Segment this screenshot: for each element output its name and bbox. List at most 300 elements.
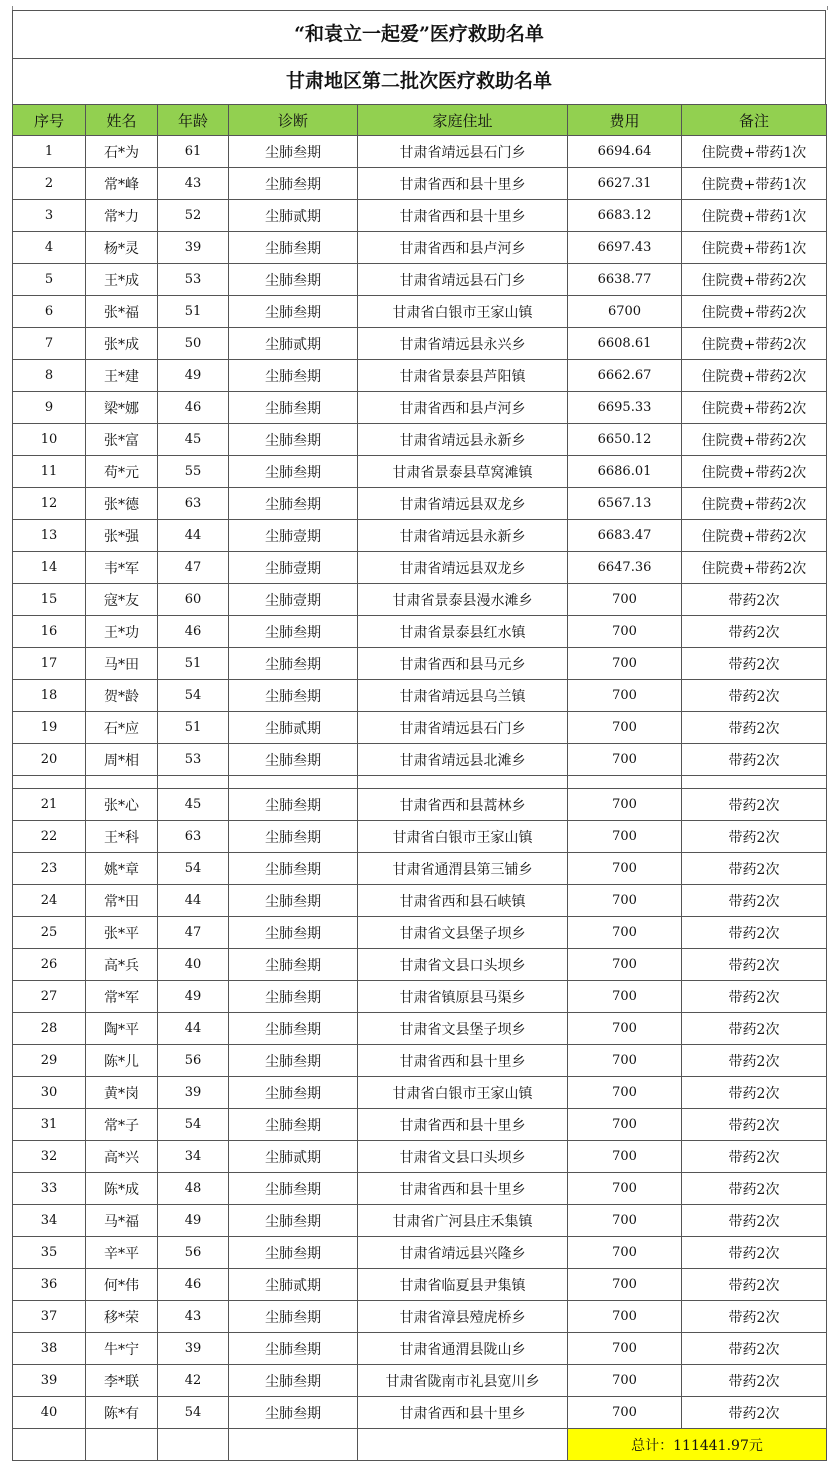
cell-seq: 14 bbox=[13, 552, 86, 584]
cell-diagnosis: 尘肺叁期 bbox=[229, 488, 358, 520]
cell-age: 53 bbox=[158, 744, 229, 776]
header-address: 家庭住址 bbox=[358, 105, 568, 136]
cell-cost: 700 bbox=[568, 1109, 682, 1141]
cell-address: 甘肃省靖远县乌兰镇 bbox=[358, 680, 568, 712]
cell-name: 张*强 bbox=[86, 520, 158, 552]
cell-diagnosis: 尘肺叁期 bbox=[229, 136, 358, 168]
cell-age: 45 bbox=[158, 424, 229, 456]
cell-name: 张*心 bbox=[86, 789, 158, 821]
table-row bbox=[13, 168, 827, 200]
cell-age: 46 bbox=[158, 1269, 229, 1301]
cell-age: 51 bbox=[158, 296, 229, 328]
cell-age: 39 bbox=[158, 232, 229, 264]
table-row bbox=[13, 296, 827, 328]
cell-address: 甘肃省景泰县漫水滩乡 bbox=[358, 584, 568, 616]
cell-name: 李*联 bbox=[86, 1365, 158, 1397]
cell-diagnosis: 尘肺壹期 bbox=[229, 520, 358, 552]
cell-age: 49 bbox=[158, 1205, 229, 1237]
cell-cost: 6695.33 bbox=[568, 392, 682, 424]
cell-address: 甘肃省靖远县北滩乡 bbox=[358, 744, 568, 776]
cell-cost: 6627.31 bbox=[568, 168, 682, 200]
cell-age: 55 bbox=[158, 456, 229, 488]
cell-address: 甘肃省西和县十里乡 bbox=[358, 1109, 568, 1141]
cell-remark: 带药2次 bbox=[682, 1109, 827, 1141]
page-subtitle: 甘肃地区第二批次医疗救助名单 bbox=[285, 70, 552, 92]
cell-remark: 带药2次 bbox=[682, 680, 827, 712]
cell-address: 甘肃省西和县十里乡 bbox=[358, 1173, 568, 1205]
cell-remark: 带药2次 bbox=[682, 712, 827, 744]
cell-remark: 带药2次 bbox=[682, 1077, 827, 1109]
cell-diagnosis: 尘肺叁期 bbox=[229, 744, 358, 776]
cell-cost: 6638.77 bbox=[568, 264, 682, 296]
page-title: “和袁立一起爱”医疗救助名单 bbox=[13, 11, 825, 59]
cell-name: 张*成 bbox=[86, 328, 158, 360]
table-row bbox=[13, 949, 827, 981]
cell-seq: 1 bbox=[13, 136, 86, 168]
header-cost: 费用 bbox=[568, 105, 682, 136]
cell-name: 牛*宁 bbox=[86, 1333, 158, 1365]
cell-seq: 20 bbox=[13, 744, 86, 776]
header-row bbox=[13, 105, 827, 136]
cell-name: 石*为 bbox=[86, 136, 158, 168]
cell-seq: 4 bbox=[13, 232, 86, 264]
cell-address: 甘肃省通渭县第三铺乡 bbox=[358, 853, 568, 885]
cell-seq: 11 bbox=[13, 456, 86, 488]
total-row bbox=[13, 1429, 827, 1461]
cell-address: 甘肃省靖远县兴隆乡 bbox=[358, 1237, 568, 1269]
cell-address: 甘肃省靖远县石门乡 bbox=[358, 264, 568, 296]
cell-seq: 12 bbox=[13, 488, 86, 520]
cell-diagnosis: 尘肺叁期 bbox=[229, 821, 358, 853]
cell-address: 甘肃省文县堡子坝乡 bbox=[358, 1013, 568, 1045]
cell-name: 常*峰 bbox=[86, 168, 158, 200]
cell-cost: 6567.13 bbox=[568, 488, 682, 520]
cell-name: 陶*平 bbox=[86, 1013, 158, 1045]
cell-remark: 带药2次 bbox=[682, 853, 827, 885]
table-row bbox=[13, 520, 827, 552]
cell-remark: 带药2次 bbox=[682, 1269, 827, 1301]
cell-age: 54 bbox=[158, 1397, 229, 1429]
cell-remark: 住院费+带药2次 bbox=[682, 520, 827, 552]
cell-seq: 16 bbox=[13, 616, 86, 648]
cell-remark: 带药2次 bbox=[682, 885, 827, 917]
cell-name: 王*建 bbox=[86, 360, 158, 392]
cell-cost: 6700 bbox=[568, 296, 682, 328]
cell-cost: 700 bbox=[568, 1365, 682, 1397]
cell-remark: 住院费+带药1次 bbox=[682, 136, 827, 168]
cell-seq: 30 bbox=[13, 1077, 86, 1109]
cell-cost: 700 bbox=[568, 1077, 682, 1109]
cell-name: 常*军 bbox=[86, 981, 158, 1013]
cell-address: 甘肃省西和县蒿林乡 bbox=[358, 789, 568, 821]
cell-cost: 6662.67 bbox=[568, 360, 682, 392]
cell-diagnosis: 尘肺贰期 bbox=[229, 328, 358, 360]
cell-remark: 带药2次 bbox=[682, 1237, 827, 1269]
cell-address: 甘肃省靖远县永新乡 bbox=[358, 520, 568, 552]
cell-name: 韦*军 bbox=[86, 552, 158, 584]
cell-address: 甘肃省西和县十里乡 bbox=[358, 168, 568, 200]
cell-age: 39 bbox=[158, 1333, 229, 1365]
cell-diagnosis: 尘肺叁期 bbox=[229, 648, 358, 680]
cell-diagnosis: 尘肺壹期 bbox=[229, 552, 358, 584]
cell-seq: 32 bbox=[13, 1141, 86, 1173]
cell-remark: 带药2次 bbox=[682, 1173, 827, 1205]
cell-seq: 8 bbox=[13, 360, 86, 392]
cell-diagnosis: 尘肺叁期 bbox=[229, 616, 358, 648]
cell-name: 常*力 bbox=[86, 200, 158, 232]
table-row bbox=[13, 680, 827, 712]
cell-seq: 2 bbox=[13, 168, 86, 200]
cell-cost: 700 bbox=[568, 1397, 682, 1429]
cell-seq: 7 bbox=[13, 328, 86, 360]
cell-seq: 25 bbox=[13, 917, 86, 949]
cell-name: 陈*有 bbox=[86, 1397, 158, 1429]
cell-remark: 带药2次 bbox=[682, 1013, 827, 1045]
header-diagnosis: 诊断 bbox=[229, 105, 358, 136]
cell-address: 甘肃省西和县马元乡 bbox=[358, 648, 568, 680]
cell-diagnosis: 尘肺叁期 bbox=[229, 789, 358, 821]
cell-age: 40 bbox=[158, 949, 229, 981]
empty-cell bbox=[158, 1429, 229, 1461]
cell-seq: 17 bbox=[13, 648, 86, 680]
cell-seq: 31 bbox=[13, 1109, 86, 1141]
cell-age: 56 bbox=[158, 1237, 229, 1269]
cell-diagnosis: 尘肺叁期 bbox=[229, 949, 358, 981]
cell-name: 寇*友 bbox=[86, 584, 158, 616]
table-row bbox=[13, 424, 827, 456]
cell-seq: 21 bbox=[13, 789, 86, 821]
cell-address: 甘肃省靖远县双龙乡 bbox=[358, 488, 568, 520]
empty-cell bbox=[229, 1429, 358, 1461]
cell-address: 甘肃省白银市王家山镇 bbox=[358, 296, 568, 328]
cell-cost: 700 bbox=[568, 712, 682, 744]
cell-age: 39 bbox=[158, 1077, 229, 1109]
cell-age: 51 bbox=[158, 648, 229, 680]
cell-diagnosis: 尘肺叁期 bbox=[229, 1173, 358, 1205]
cell-address: 甘肃省广河县庄禾集镇 bbox=[358, 1205, 568, 1237]
cell-remark: 带药2次 bbox=[682, 917, 827, 949]
table-row bbox=[13, 789, 827, 821]
table-row bbox=[13, 1333, 827, 1365]
cell-diagnosis: 尘肺叁期 bbox=[229, 1333, 358, 1365]
cell-diagnosis: 尘肺叁期 bbox=[229, 360, 358, 392]
cell-remark: 带药2次 bbox=[682, 616, 827, 648]
header-seq: 序号 bbox=[13, 105, 86, 136]
cell-remark: 带药2次 bbox=[682, 584, 827, 616]
cell-name: 张*富 bbox=[86, 424, 158, 456]
table-row bbox=[13, 1141, 827, 1173]
cell-seq: 19 bbox=[13, 712, 86, 744]
table-row bbox=[13, 1013, 827, 1045]
cell-address: 甘肃省西和县十里乡 bbox=[358, 200, 568, 232]
table-row bbox=[13, 584, 827, 616]
cell-cost: 6694.64 bbox=[568, 136, 682, 168]
cell-name: 石*应 bbox=[86, 712, 158, 744]
table-row bbox=[13, 1301, 827, 1333]
header-remark: 备注 bbox=[682, 105, 827, 136]
cell-seq: 27 bbox=[13, 981, 86, 1013]
table-row bbox=[13, 1397, 827, 1429]
cell-remark: 带药2次 bbox=[682, 1205, 827, 1237]
cell-cost: 700 bbox=[568, 821, 682, 853]
cell-name: 王*功 bbox=[86, 616, 158, 648]
cell-name: 移*荣 bbox=[86, 1301, 158, 1333]
table-row bbox=[13, 853, 827, 885]
cell-age: 49 bbox=[158, 981, 229, 1013]
cell-seq: 40 bbox=[13, 1397, 86, 1429]
cell-remark: 带药2次 bbox=[682, 1141, 827, 1173]
cell-seq: 28 bbox=[13, 1013, 86, 1045]
relief-list-sheet bbox=[12, 10, 826, 1461]
cell-seq: 23 bbox=[13, 853, 86, 885]
cell-address: 甘肃省通渭县陇山乡 bbox=[358, 1333, 568, 1365]
cell-name: 辛*平 bbox=[86, 1237, 158, 1269]
cell-age: 53 bbox=[158, 264, 229, 296]
cell-age: 49 bbox=[158, 360, 229, 392]
cell-remark: 带药2次 bbox=[682, 1333, 827, 1365]
cell-diagnosis: 尘肺叁期 bbox=[229, 917, 358, 949]
cell-name: 张*平 bbox=[86, 917, 158, 949]
cell-remark: 住院费+带药2次 bbox=[682, 392, 827, 424]
cell-remark: 住院费+带药2次 bbox=[682, 552, 827, 584]
cell-age: 50 bbox=[158, 328, 229, 360]
cell-name: 常*子 bbox=[86, 1109, 158, 1141]
table-row bbox=[13, 1045, 827, 1077]
cell-name: 梁*娜 bbox=[86, 392, 158, 424]
cell-name: 马*田 bbox=[86, 648, 158, 680]
cell-cost: 700 bbox=[568, 1013, 682, 1045]
cell-cost: 700 bbox=[568, 789, 682, 821]
table-row bbox=[13, 744, 827, 776]
table-row bbox=[13, 392, 827, 424]
empty-cell bbox=[13, 1429, 86, 1461]
cell-cost: 700 bbox=[568, 584, 682, 616]
cell-diagnosis: 尘肺叁期 bbox=[229, 853, 358, 885]
table-row bbox=[13, 648, 827, 680]
cell-name: 张*福 bbox=[86, 296, 158, 328]
table-row bbox=[13, 456, 827, 488]
cell-address: 甘肃省景泰县芦阳镇 bbox=[358, 360, 568, 392]
table-row bbox=[13, 821, 827, 853]
cell-cost: 700 bbox=[568, 981, 682, 1013]
cell-age: 47 bbox=[158, 917, 229, 949]
cell-seq: 3 bbox=[13, 200, 86, 232]
cell-address: 甘肃省景泰县草窝滩镇 bbox=[358, 456, 568, 488]
cell-seq: 29 bbox=[13, 1045, 86, 1077]
cell-remark: 带药2次 bbox=[682, 1301, 827, 1333]
cell-cost: 700 bbox=[568, 1237, 682, 1269]
cell-cost: 700 bbox=[568, 1045, 682, 1077]
cell-name: 何*伟 bbox=[86, 1269, 158, 1301]
cell-age: 61 bbox=[158, 136, 229, 168]
cell-age: 63 bbox=[158, 821, 229, 853]
cell-address: 甘肃省白银市王家山镇 bbox=[358, 1077, 568, 1109]
cell-age: 42 bbox=[158, 1365, 229, 1397]
table-row bbox=[13, 616, 827, 648]
table-row bbox=[13, 552, 827, 584]
cell-diagnosis: 尘肺叁期 bbox=[229, 885, 358, 917]
header-name: 姓名 bbox=[86, 105, 158, 136]
cell-remark: 带药2次 bbox=[682, 789, 827, 821]
empty-cell bbox=[358, 1429, 568, 1461]
cell-address: 甘肃省西和县卢河乡 bbox=[358, 392, 568, 424]
cell-age: 54 bbox=[158, 853, 229, 885]
cell-name: 姚*章 bbox=[86, 853, 158, 885]
cell-seq: 33 bbox=[13, 1173, 86, 1205]
cell-diagnosis: 尘肺贰期 bbox=[229, 712, 358, 744]
cell-address: 甘肃省西和县石峡镇 bbox=[358, 885, 568, 917]
cell-age: 54 bbox=[158, 1109, 229, 1141]
table-row bbox=[13, 712, 827, 744]
cell-address: 甘肃省镇原县马渠乡 bbox=[358, 981, 568, 1013]
cell-age: 46 bbox=[158, 392, 229, 424]
cell-seq: 35 bbox=[13, 1237, 86, 1269]
cell-name: 高*兵 bbox=[86, 949, 158, 981]
cell-diagnosis: 尘肺叁期 bbox=[229, 1397, 358, 1429]
cell-address: 甘肃省陇南市礼县宽川乡 bbox=[358, 1365, 568, 1397]
table-row bbox=[13, 488, 827, 520]
cell-diagnosis: 尘肺叁期 bbox=[229, 296, 358, 328]
cell-name: 常*田 bbox=[86, 885, 158, 917]
cell-address: 甘肃省景泰县红水镇 bbox=[358, 616, 568, 648]
cell-address: 甘肃省文县口头坝乡 bbox=[358, 949, 568, 981]
table-row bbox=[13, 1205, 827, 1237]
cell-diagnosis: 尘肺贰期 bbox=[229, 1269, 358, 1301]
cell-address: 甘肃省靖远县永兴乡 bbox=[358, 328, 568, 360]
table-footer bbox=[13, 1429, 827, 1461]
cell-age: 44 bbox=[158, 520, 229, 552]
cell-remark: 住院费+带药2次 bbox=[682, 328, 827, 360]
cell-age: 45 bbox=[158, 789, 229, 821]
cell-seq: 39 bbox=[13, 1365, 86, 1397]
table-row bbox=[13, 1173, 827, 1205]
cell-remark: 带药2次 bbox=[682, 1365, 827, 1397]
cell-age: 48 bbox=[158, 1173, 229, 1205]
table-row bbox=[13, 328, 827, 360]
cell-name: 王*成 bbox=[86, 264, 158, 296]
cell-remark: 住院费+带药2次 bbox=[682, 264, 827, 296]
cell-cost: 700 bbox=[568, 1301, 682, 1333]
table-row bbox=[13, 136, 827, 168]
cell-cost: 6683.47 bbox=[568, 520, 682, 552]
cell-age: 60 bbox=[158, 584, 229, 616]
cell-remark: 带药2次 bbox=[682, 981, 827, 1013]
cell-seq: 36 bbox=[13, 1269, 86, 1301]
cell-seq: 26 bbox=[13, 949, 86, 981]
cell-remark: 住院费+带药1次 bbox=[682, 168, 827, 200]
table-row bbox=[13, 917, 827, 949]
cell-seq: 6 bbox=[13, 296, 86, 328]
cell-cost: 6608.61 bbox=[568, 328, 682, 360]
cell-address: 甘肃省靖远县永新乡 bbox=[358, 424, 568, 456]
cell-name: 陈*儿 bbox=[86, 1045, 158, 1077]
cell-address: 甘肃省靖远县石门乡 bbox=[358, 136, 568, 168]
cell-seq: 38 bbox=[13, 1333, 86, 1365]
cell-cost: 6683.12 bbox=[568, 200, 682, 232]
cell-seq: 18 bbox=[13, 680, 86, 712]
cell-cost: 700 bbox=[568, 680, 682, 712]
cell-name: 杨*灵 bbox=[86, 232, 158, 264]
cell-cost: 700 bbox=[568, 949, 682, 981]
cell-address: 甘肃省西和县十里乡 bbox=[358, 1397, 568, 1429]
cell-cost: 700 bbox=[568, 1269, 682, 1301]
cell-name: 黄*岗 bbox=[86, 1077, 158, 1109]
cell-name: 张*德 bbox=[86, 488, 158, 520]
cell-seq: 22 bbox=[13, 821, 86, 853]
cell-address: 甘肃省临夏县尹集镇 bbox=[358, 1269, 568, 1301]
page-break-gap bbox=[13, 776, 827, 789]
table-body-part2 bbox=[13, 789, 827, 1429]
cell-diagnosis: 尘肺叁期 bbox=[229, 1077, 358, 1109]
cell-diagnosis: 尘肺叁期 bbox=[229, 1013, 358, 1045]
cell-diagnosis: 尘肺叁期 bbox=[229, 392, 358, 424]
cell-cost: 700 bbox=[568, 648, 682, 680]
cell-seq: 15 bbox=[13, 584, 86, 616]
cell-cost: 700 bbox=[568, 885, 682, 917]
cell-age: 44 bbox=[158, 885, 229, 917]
gap-row bbox=[13, 776, 827, 789]
cell-name: 苟*元 bbox=[86, 456, 158, 488]
cell-diagnosis: 尘肺叁期 bbox=[229, 232, 358, 264]
table-row bbox=[13, 885, 827, 917]
cell-diagnosis: 尘肺叁期 bbox=[229, 1205, 358, 1237]
cell-age: 44 bbox=[158, 1013, 229, 1045]
table-row bbox=[13, 1109, 827, 1141]
table-row bbox=[13, 1077, 827, 1109]
cell-seq: 9 bbox=[13, 392, 86, 424]
cell-remark: 带药2次 bbox=[682, 949, 827, 981]
cell-cost: 700 bbox=[568, 853, 682, 885]
cell-remark: 住院费+带药2次 bbox=[682, 488, 827, 520]
title-box bbox=[12, 10, 826, 104]
cell-remark: 住院费+带药1次 bbox=[682, 200, 827, 232]
cell-diagnosis: 尘肺叁期 bbox=[229, 264, 358, 296]
cell-remark: 住院费+带药2次 bbox=[682, 296, 827, 328]
table-row bbox=[13, 264, 827, 296]
cell-remark: 带药2次 bbox=[682, 744, 827, 776]
cell-remark: 住院费+带药2次 bbox=[682, 456, 827, 488]
cell-age: 47 bbox=[158, 552, 229, 584]
cell-age: 54 bbox=[158, 680, 229, 712]
table-row bbox=[13, 200, 827, 232]
header-age: 年龄 bbox=[158, 105, 229, 136]
cell-name: 马*福 bbox=[86, 1205, 158, 1237]
cell-diagnosis: 尘肺叁期 bbox=[229, 424, 358, 456]
table-row bbox=[13, 360, 827, 392]
cell-diagnosis: 尘肺叁期 bbox=[229, 1109, 358, 1141]
cell-name: 高*兴 bbox=[86, 1141, 158, 1173]
cell-age: 43 bbox=[158, 1301, 229, 1333]
cell-cost: 700 bbox=[568, 1205, 682, 1237]
cell-cost: 6686.01 bbox=[568, 456, 682, 488]
cell-seq: 34 bbox=[13, 1205, 86, 1237]
cell-remark: 住院费+带药1次 bbox=[682, 232, 827, 264]
cell-diagnosis: 尘肺叁期 bbox=[229, 168, 358, 200]
cell-remark: 带药2次 bbox=[682, 648, 827, 680]
table-row bbox=[13, 1269, 827, 1301]
table-row bbox=[13, 981, 827, 1013]
cell-diagnosis: 尘肺叁期 bbox=[229, 1301, 358, 1333]
cell-diagnosis: 尘肺叁期 bbox=[229, 1045, 358, 1077]
total-amount: 总计：111441.97元 bbox=[568, 1429, 827, 1461]
cell-seq: 5 bbox=[13, 264, 86, 296]
cell-address: 甘肃省靖远县双龙乡 bbox=[358, 552, 568, 584]
cell-age: 43 bbox=[158, 168, 229, 200]
empty-cell bbox=[86, 1429, 158, 1461]
table-row bbox=[13, 1237, 827, 1269]
cell-age: 34 bbox=[158, 1141, 229, 1173]
table-body-part1 bbox=[13, 136, 827, 776]
